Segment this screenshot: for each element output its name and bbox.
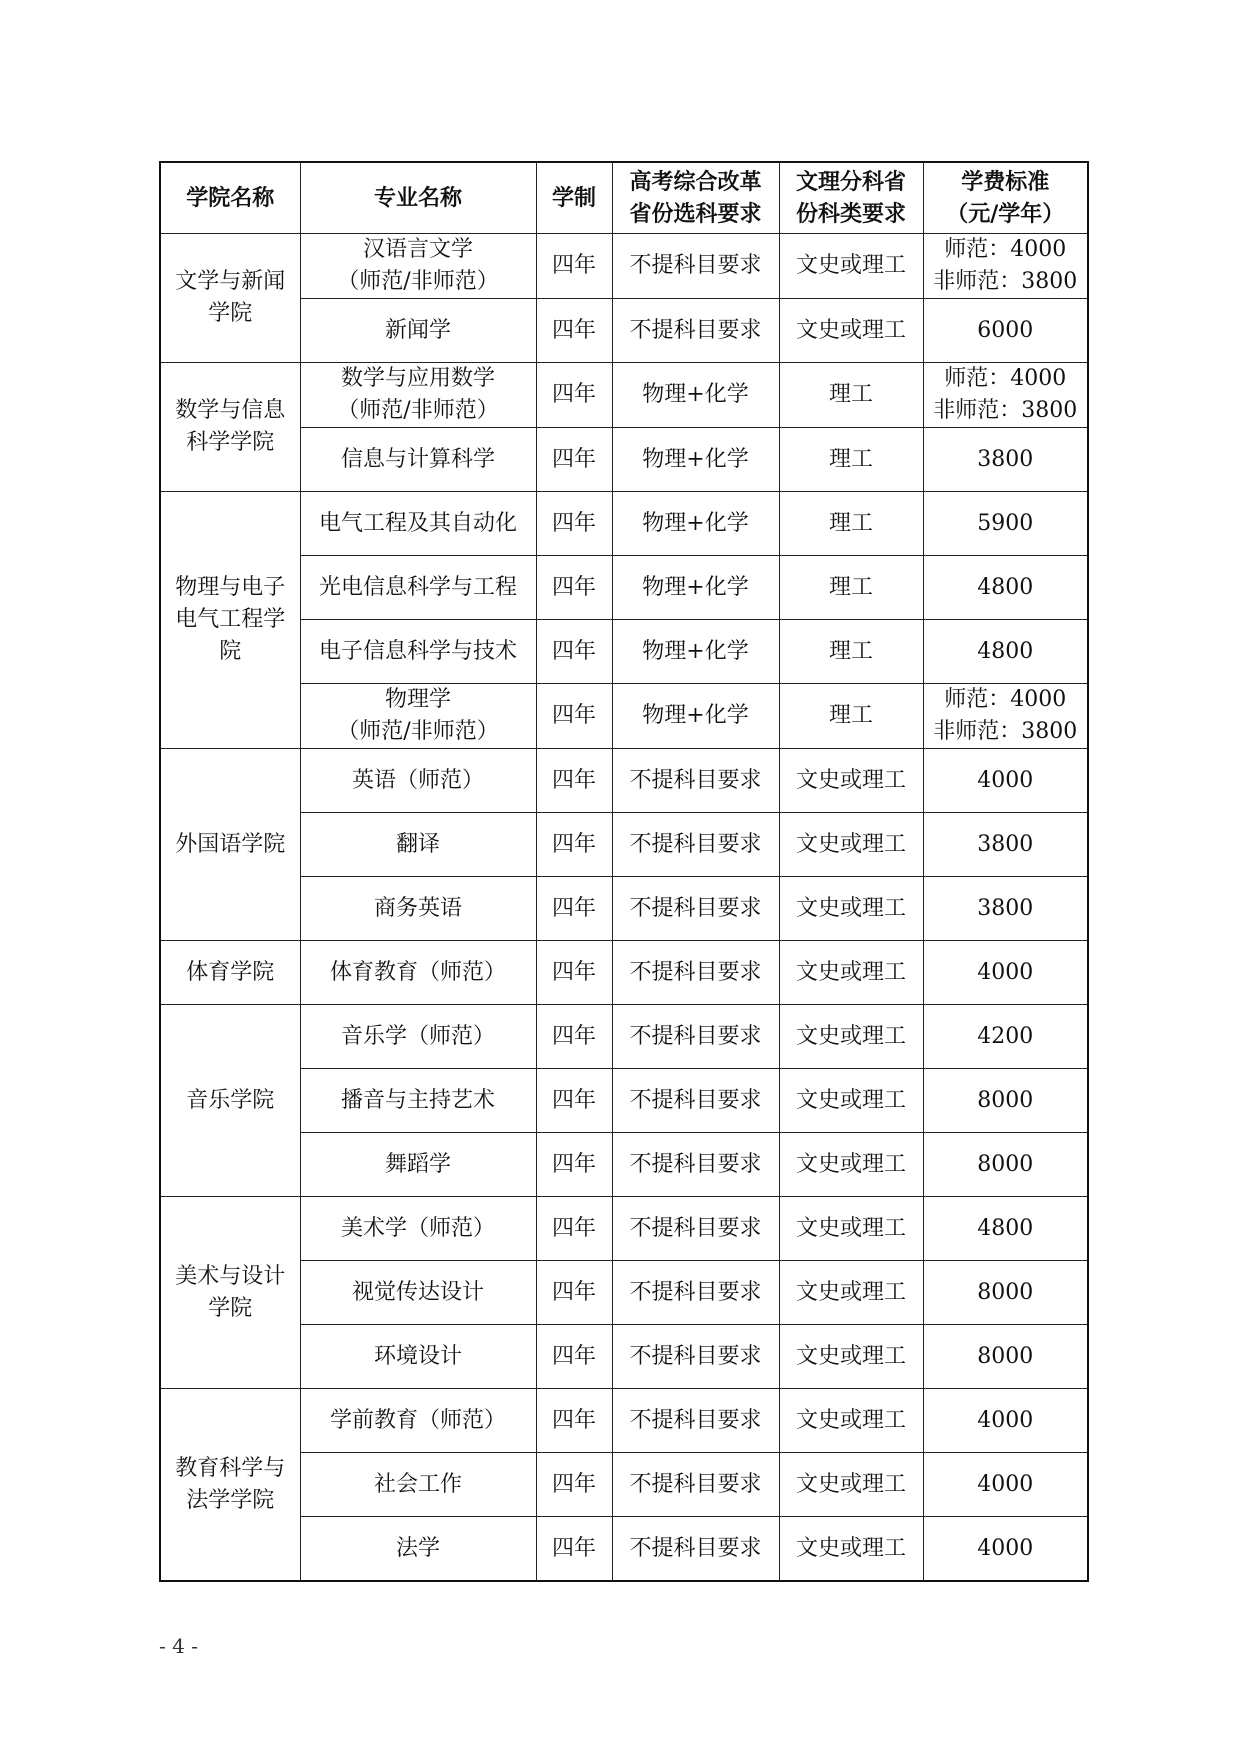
duration-cell: 四年 xyxy=(536,363,612,428)
table-row xyxy=(160,1197,1088,1261)
major-cell: 社会工作 xyxy=(300,1453,536,1517)
table-row xyxy=(160,749,1088,813)
college-cell: 音乐学院 xyxy=(160,1005,300,1197)
major-cell: 物理学 （师范/非师范） xyxy=(300,684,536,749)
header-row xyxy=(160,162,1088,234)
duration-cell: 四年 xyxy=(536,556,612,620)
table-row xyxy=(160,234,1088,299)
table-row xyxy=(160,1069,1088,1133)
category-req-cell: 文史或理工 xyxy=(779,1517,923,1582)
fee-cell: 4000 xyxy=(923,749,1088,813)
major-cell: 播音与主持艺术 xyxy=(300,1069,536,1133)
subject-req-cell: 不提科目要求 xyxy=(612,1325,779,1389)
category-req-cell: 理工 xyxy=(779,492,923,556)
major-cell: 汉语言文学 （师范/非师范） xyxy=(300,234,536,299)
category-req-cell: 文史或理工 xyxy=(779,749,923,813)
subject-req-cell: 物理+化学 xyxy=(612,684,779,749)
major-cell: 英语（师范） xyxy=(300,749,536,813)
duration-cell: 四年 xyxy=(536,428,612,492)
college-cell: 文学与新闻 学院 xyxy=(160,234,300,363)
category-req-cell: 文史或理工 xyxy=(779,1389,923,1453)
subject-req-cell: 不提科目要求 xyxy=(612,1133,779,1197)
header-fee: 学费标准 （元/学年） xyxy=(923,162,1088,234)
subject-req-cell: 物理+化学 xyxy=(612,428,779,492)
duration-cell: 四年 xyxy=(536,1389,612,1453)
college-cell: 教育科学与 法学学院 xyxy=(160,1389,300,1582)
duration-cell: 四年 xyxy=(536,1261,612,1325)
table-row xyxy=(160,877,1088,941)
category-req-cell: 文史或理工 xyxy=(779,1325,923,1389)
table-row xyxy=(160,1389,1088,1453)
subject-req-cell: 不提科目要求 xyxy=(612,1069,779,1133)
major-cell: 视觉传达设计 xyxy=(300,1261,536,1325)
duration-cell: 四年 xyxy=(536,1005,612,1069)
fee-cell: 8000 xyxy=(923,1325,1088,1389)
table-row xyxy=(160,363,1088,428)
category-req-cell: 文史或理工 xyxy=(779,299,923,363)
subject-req-cell: 物理+化学 xyxy=(612,492,779,556)
subject-req-cell: 物理+化学 xyxy=(612,363,779,428)
category-req-cell: 文史或理工 xyxy=(779,877,923,941)
subject-req-cell: 不提科目要求 xyxy=(612,234,779,299)
duration-cell: 四年 xyxy=(536,1069,612,1133)
duration-cell: 四年 xyxy=(536,749,612,813)
major-cell: 电子信息科学与技术 xyxy=(300,620,536,684)
duration-cell: 四年 xyxy=(536,813,612,877)
table-row xyxy=(160,1261,1088,1325)
category-req-cell: 文史或理工 xyxy=(779,1453,923,1517)
major-cell: 翻译 xyxy=(300,813,536,877)
duration-cell: 四年 xyxy=(536,1325,612,1389)
college-cell: 数学与信息 科学学院 xyxy=(160,363,300,492)
subject-req-cell: 不提科目要求 xyxy=(612,941,779,1005)
subject-req-cell: 不提科目要求 xyxy=(612,1261,779,1325)
fee-cell: 4800 xyxy=(923,1197,1088,1261)
major-cell: 环境设计 xyxy=(300,1325,536,1389)
table-row xyxy=(160,492,1088,556)
category-req-cell: 理工 xyxy=(779,556,923,620)
major-cell: 数学与应用数学 （师范/非师范） xyxy=(300,363,536,428)
header-major: 专业名称 xyxy=(300,162,536,234)
table-row xyxy=(160,1325,1088,1389)
duration-cell: 四年 xyxy=(536,1197,612,1261)
major-cell: 学前教育（师范） xyxy=(300,1389,536,1453)
subject-req-cell: 不提科目要求 xyxy=(612,1389,779,1453)
category-req-cell: 文史或理工 xyxy=(779,1133,923,1197)
fee-cell: 8000 xyxy=(923,1261,1088,1325)
subject-req-cell: 不提科目要求 xyxy=(612,1005,779,1069)
major-cell: 美术学（师范） xyxy=(300,1197,536,1261)
table-row xyxy=(160,428,1088,492)
fee-cell: 3800 xyxy=(923,813,1088,877)
header-college: 学院名称 xyxy=(160,162,300,234)
major-cell: 音乐学（师范） xyxy=(300,1005,536,1069)
fee-cell: 4000 xyxy=(923,1453,1088,1517)
table-row xyxy=(160,1453,1088,1517)
fee-cell: 4000 xyxy=(923,1389,1088,1453)
major-cell: 电气工程及其自动化 xyxy=(300,492,536,556)
major-cell: 新闻学 xyxy=(300,299,536,363)
subject-req-cell: 物理+化学 xyxy=(612,620,779,684)
subject-req-cell: 不提科目要求 xyxy=(612,1517,779,1582)
fee-cell: 3800 xyxy=(923,428,1088,492)
fee-cell: 8000 xyxy=(923,1069,1088,1133)
table-row xyxy=(160,1517,1088,1582)
duration-cell: 四年 xyxy=(536,684,612,749)
college-cell: 体育学院 xyxy=(160,941,300,1005)
major-cell: 信息与计算科学 xyxy=(300,428,536,492)
fee-cell: 4800 xyxy=(923,620,1088,684)
college-cell: 外国语学院 xyxy=(160,749,300,941)
subject-req-cell: 不提科目要求 xyxy=(612,299,779,363)
table-row xyxy=(160,299,1088,363)
duration-cell: 四年 xyxy=(536,941,612,1005)
college-cell: 物理与电子 电气工程学 院 xyxy=(160,492,300,749)
fee-cell: 4800 xyxy=(923,556,1088,620)
major-cell: 舞蹈学 xyxy=(300,1133,536,1197)
subject-req-cell: 不提科目要求 xyxy=(612,1453,779,1517)
fee-cell: 4000 xyxy=(923,1517,1088,1582)
category-req-cell: 理工 xyxy=(779,428,923,492)
table-row xyxy=(160,620,1088,684)
duration-cell: 四年 xyxy=(536,1517,612,1582)
category-req-cell: 理工 xyxy=(779,363,923,428)
duration-cell: 四年 xyxy=(536,299,612,363)
subject-req-cell: 物理+化学 xyxy=(612,556,779,620)
fee-cell: 5900 xyxy=(923,492,1088,556)
table-row xyxy=(160,556,1088,620)
category-req-cell: 文史或理工 xyxy=(779,1069,923,1133)
fee-cell: 4200 xyxy=(923,1005,1088,1069)
subject-req-cell: 不提科目要求 xyxy=(612,877,779,941)
header-subject-req: 高考综合改革 省份选科要求 xyxy=(612,162,779,234)
header-duration: 学制 xyxy=(536,162,612,234)
table-row xyxy=(160,1133,1088,1197)
table-row xyxy=(160,1005,1088,1069)
duration-cell: 四年 xyxy=(536,492,612,556)
category-req-cell: 文史或理工 xyxy=(779,1005,923,1069)
duration-cell: 四年 xyxy=(536,1453,612,1517)
major-cell: 商务英语 xyxy=(300,877,536,941)
category-req-cell: 文史或理工 xyxy=(779,941,923,1005)
table-row xyxy=(160,684,1088,749)
subject-req-cell: 不提科目要求 xyxy=(612,1197,779,1261)
college-cell: 美术与设计 学院 xyxy=(160,1197,300,1389)
tuition-table xyxy=(159,161,1089,1582)
duration-cell: 四年 xyxy=(536,234,612,299)
fee-cell: 6000 xyxy=(923,299,1088,363)
major-cell: 体育教育（师范） xyxy=(300,941,536,1005)
header-category-req: 文理分科省 份科类要求 xyxy=(779,162,923,234)
page-number: - 4 - xyxy=(159,1634,198,1658)
category-req-cell: 文史或理工 xyxy=(779,1197,923,1261)
fee-cell: 师范：4000 非师范：3800 xyxy=(923,234,1088,299)
subject-req-cell: 不提科目要求 xyxy=(612,749,779,813)
duration-cell: 四年 xyxy=(536,620,612,684)
fee-cell: 3800 xyxy=(923,877,1088,941)
major-cell: 光电信息科学与工程 xyxy=(300,556,536,620)
category-req-cell: 理工 xyxy=(779,620,923,684)
category-req-cell: 理工 xyxy=(779,684,923,749)
fee-cell: 师范：4000 非师范：3800 xyxy=(923,684,1088,749)
duration-cell: 四年 xyxy=(536,1133,612,1197)
table-row xyxy=(160,813,1088,877)
category-req-cell: 文史或理工 xyxy=(779,234,923,299)
category-req-cell: 文史或理工 xyxy=(779,1261,923,1325)
category-req-cell: 文史或理工 xyxy=(779,813,923,877)
fee-cell: 师范：4000 非师范：3800 xyxy=(923,363,1088,428)
fee-cell: 4000 xyxy=(923,941,1088,1005)
fee-cell: 8000 xyxy=(923,1133,1088,1197)
major-cell: 法学 xyxy=(300,1517,536,1582)
table-row xyxy=(160,941,1088,1005)
subject-req-cell: 不提科目要求 xyxy=(612,813,779,877)
duration-cell: 四年 xyxy=(536,877,612,941)
